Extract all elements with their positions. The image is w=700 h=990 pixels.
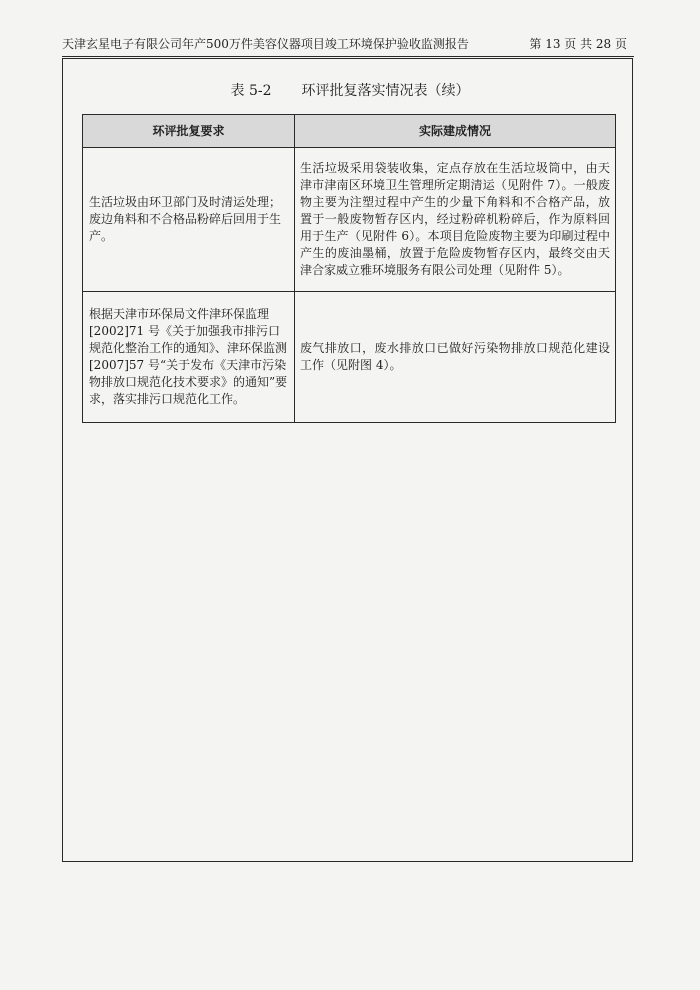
table-number: 表 5-2 bbox=[230, 83, 272, 99]
implementation-cell: 生活垃圾采用袋装收集，定点存放在生活垃圾筒中，由天津市津南区环境卫生管理所定期清运（见附件 7）。一般废物主要为注塑过程中产生的少量下角料和不合格产品，放置于一般废物暂存区内，经过粉碎机粉碎后，作为原料回用于生产（见附件 6）。本项目危险废物主要为印刷过程中产生的废油墨桶，放置于危险废物暂存区内，最终交由天津合家威立雅环境服务有限公司处理（见附件 5）。 bbox=[295, 148, 616, 292]
report-title: 天津玄星电子有限公司年产500万件美容仪器项目竣工环境保护验收监测报告 bbox=[62, 37, 469, 51]
implementation-cell: 废气排放口，废水排放口已做好污染物排放口规范化建设工作（见附图 4）。 bbox=[295, 292, 616, 423]
column-header-requirement: 环评批复要求 bbox=[83, 115, 295, 148]
table-row bbox=[83, 148, 616, 292]
page-number: 第 13 页 共 28 页 bbox=[529, 37, 627, 51]
header-rule bbox=[62, 56, 634, 57]
table-title: 环评批复落实情况表（续） bbox=[301, 83, 470, 99]
requirements-table bbox=[82, 114, 616, 423]
table-caption bbox=[0, 82, 700, 100]
table-row bbox=[83, 292, 616, 423]
column-header-implementation: 实际建成情况 bbox=[295, 115, 616, 148]
requirement-cell: 根据天津市环保局文件津环保监理[2002]71 号《关于加强我市排污口规范化整治工作的通知》、津环保监测[2007]57 号“关于发布《天津市污染物排放口规范化技术要求》的通知”要求，落实排污口规范化工作。 bbox=[83, 292, 295, 423]
table-header-row bbox=[83, 115, 616, 148]
requirement-cell: 生活垃圾由环卫部门及时清运处理；废边角料和不合格品粉碎后回用于生产。 bbox=[83, 148, 295, 292]
